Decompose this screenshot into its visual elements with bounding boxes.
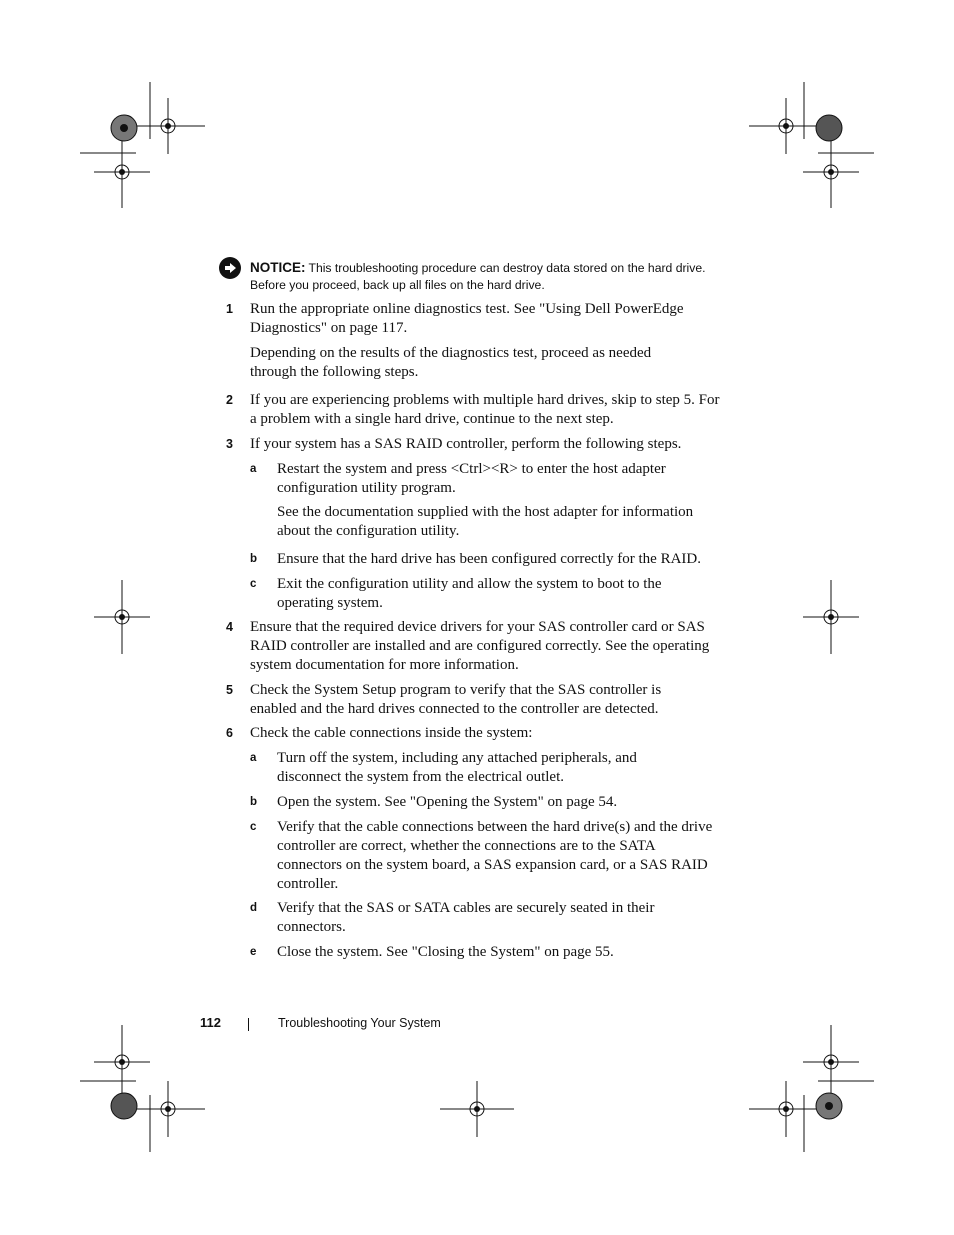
substep-text: Close the system. See "Closing the System" on page 55. bbox=[277, 944, 614, 960]
substep-letter: b bbox=[250, 553, 258, 565]
substep-letter: d bbox=[250, 902, 258, 914]
step-number: 6 bbox=[226, 726, 233, 740]
step-text: Ensure that the required device drivers for your SAS controller card or SAS RAID controller are installed and are configured correctly. See the operating system documentation for more information. bbox=[250, 619, 710, 673]
substep-letter: b bbox=[250, 796, 258, 808]
step-number: 3 bbox=[226, 437, 233, 451]
step-text: If you are experiencing problems with multiple hard drives, skip to step 5. For a problem with a single hard drive, continue to the next step. bbox=[250, 392, 720, 427]
notice-block bbox=[250, 259, 720, 294]
notice-icon bbox=[219, 257, 241, 279]
substep-letter: a bbox=[250, 463, 257, 475]
substep-text: Open the system. See "Opening the System" on page 54. bbox=[277, 794, 618, 810]
step-number: 5 bbox=[226, 683, 233, 697]
substep-letter: c bbox=[250, 578, 257, 590]
footer-divider bbox=[248, 1018, 249, 1031]
substep-letter: c bbox=[250, 821, 257, 833]
footer-section-title: Troubleshooting Your System bbox=[278, 1016, 441, 1030]
step-paragraph: Depending on the results of the diagnostics test, proceed as needed through the following steps. bbox=[250, 345, 652, 380]
substep-text: Restart the system and press <Ctrl><R> to enter the host adapter configuration utility program. bbox=[277, 461, 666, 496]
page-number: 112 bbox=[200, 1015, 221, 1030]
step-text: Check the System Setup program to verify that the SAS controller is enabled and the hard drives connected to the controller are detected. bbox=[250, 682, 662, 717]
substep-letter: e bbox=[250, 946, 257, 958]
substep-text: Ensure that the hard drive has been configured correctly for the RAID. bbox=[277, 551, 702, 567]
substep-text: Turn off the system, including any attached peripherals, and disconnect the system from the electrical outlet. bbox=[277, 750, 637, 785]
step-text: Check the cable connections inside the system: bbox=[250, 725, 533, 741]
substep-text: Exit the configuration utility and allow the system to boot to the operating system. bbox=[277, 576, 662, 611]
substep-letter: a bbox=[250, 752, 257, 764]
notice-label: NOTICE: bbox=[250, 260, 306, 275]
step-number: 1 bbox=[226, 302, 233, 316]
notice-text: This troubleshooting procedure can destroy data stored on the hard drive. Before you proceed, back up all files on the hard drive. bbox=[250, 261, 706, 292]
step-text: If your system has a SAS RAID controller, perform the following steps. bbox=[250, 436, 682, 452]
substep-text: Verify that the SAS or SATA cables are securely seated in their connectors. bbox=[277, 900, 655, 935]
substep-paragraph: See the documentation supplied with the host adapter for information about the configuration utility. bbox=[277, 504, 694, 539]
step-number: 4 bbox=[226, 620, 233, 634]
step-number: 2 bbox=[226, 393, 233, 407]
step-text: Run the appropriate online diagnostics test. See "Using Dell PowerEdge Diagnostics" on page 117. bbox=[250, 301, 684, 336]
substep-text: Verify that the cable connections between the hard drive(s) and the drive controller are correct, whether the connections are to the SATA connectors on the system board, a SAS expansion card, or a SAS RAID controller. bbox=[277, 819, 713, 892]
